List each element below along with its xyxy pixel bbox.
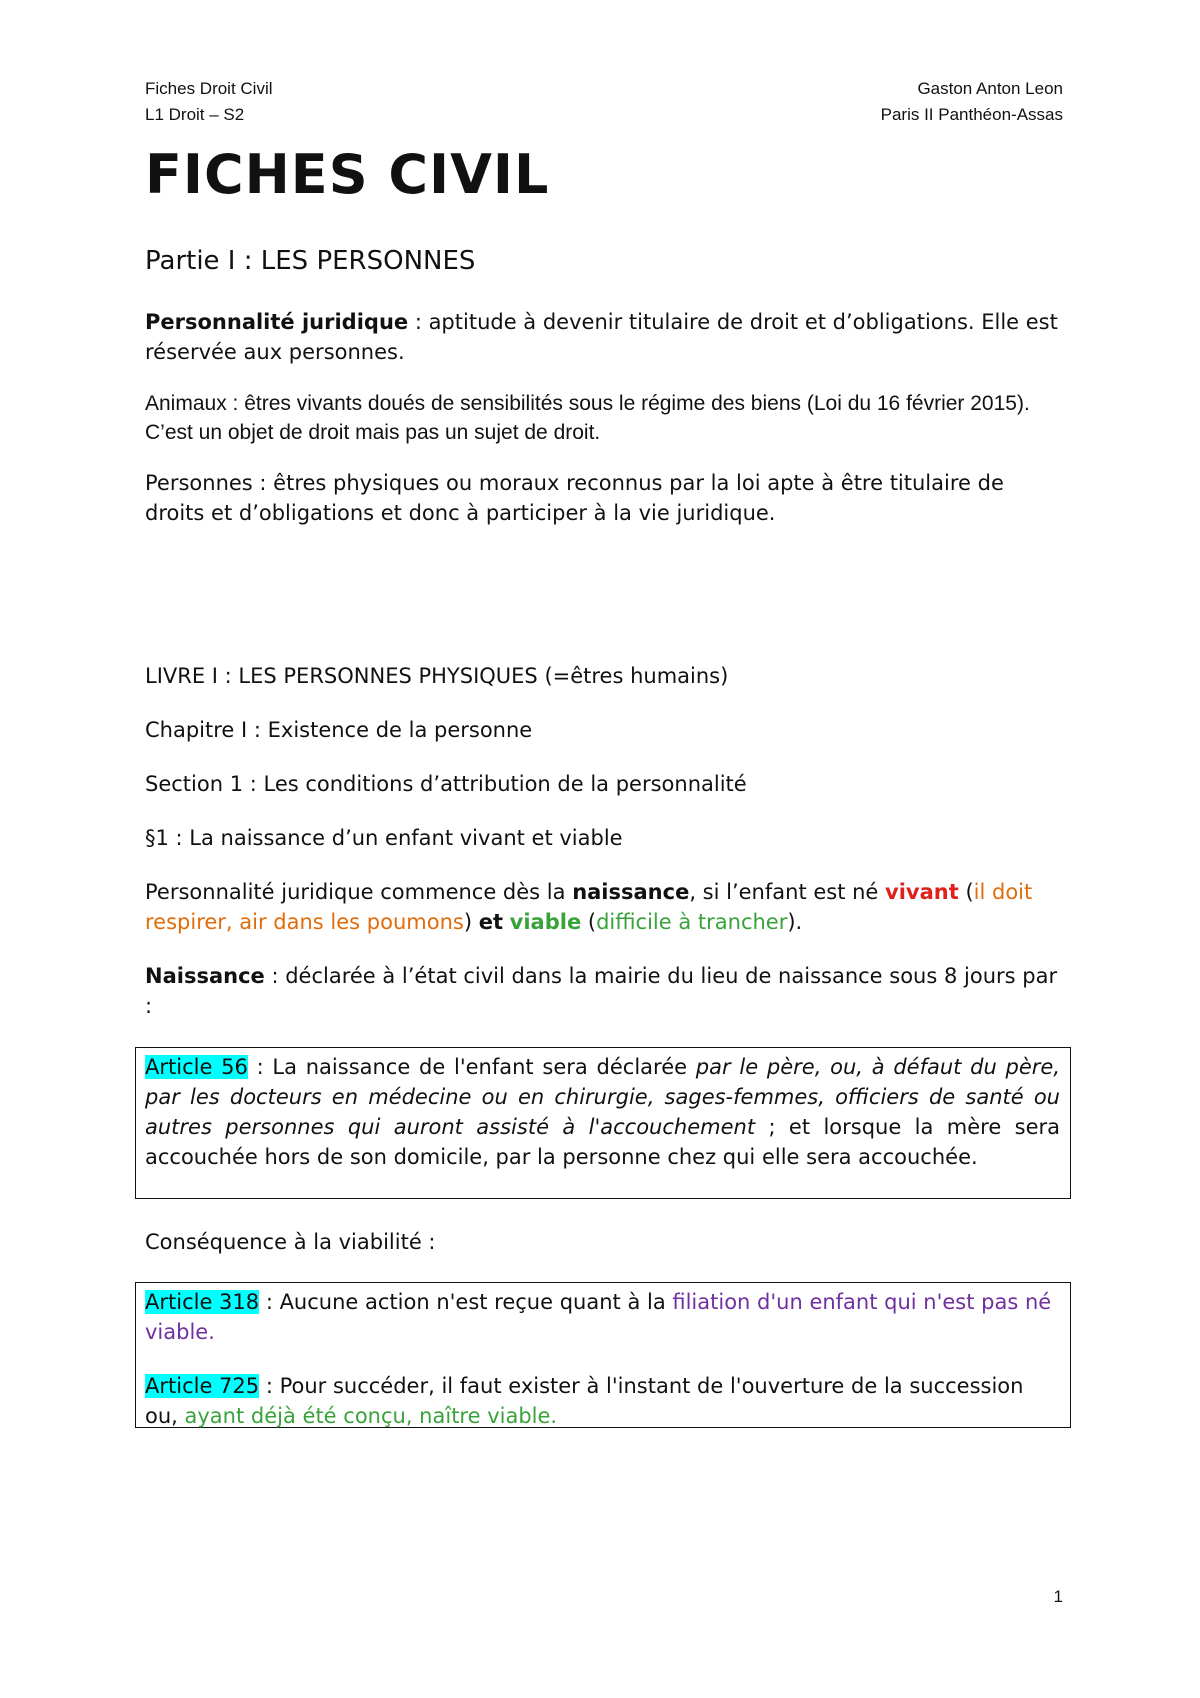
article-725-text: [145, 1371, 1060, 1431]
personnalite-term: Personnalité juridique: [145, 310, 409, 334]
commence-text-5: [503, 910, 510, 934]
naissance-decl-term: Naissance: [145, 964, 265, 988]
vivant-term: vivant: [885, 880, 959, 904]
consequence-paragraph: Conséquence à la viabilité :: [145, 1230, 436, 1254]
document-title: FICHES CIVIL: [145, 143, 550, 206]
header-university: Paris II Panthéon-Assas: [880, 105, 1063, 124]
page-header-left: [145, 76, 273, 128]
article-725-label: Article 725: [145, 1374, 260, 1398]
article-56-label: Article 56: [145, 1055, 248, 1079]
commence-text-7: ).: [787, 910, 803, 934]
livre-heading: LIVRE I : LES PERSONNES PHYSIQUES (=êtres humains): [145, 664, 729, 688]
article-56-text-1: : La naissance de l'enfant sera déclarée: [247, 1055, 696, 1079]
commence-text-6: (: [581, 910, 597, 934]
article-318-highlight: filiation d'un enfant qui n'est pas né viable.: [145, 1290, 1052, 1344]
article-56-box: [135, 1047, 1071, 1199]
viable-note: difficile à trancher: [596, 910, 788, 934]
commence-paragraph: [145, 877, 1065, 937]
article-318-label: Article 318: [145, 1290, 260, 1314]
vivant-note: il doit respirer, air dans les poumons: [145, 880, 1033, 934]
articles-318-725-box: [135, 1282, 1071, 1428]
article-725-text-1: : Pour succéder, il faut exister à l'instant de l'ouverture de la succession ou,: [145, 1374, 1024, 1428]
personnes-paragraph: Personnes : êtres physiques ou moraux reconnus par la loi apte à être titulaire de droits et d’obligations et donc à participer à la vie juridique.: [145, 471, 1004, 525]
article-56-text: [145, 1052, 1060, 1172]
article-318-text: [145, 1287, 1060, 1347]
personnalite-paragraph: [145, 307, 1065, 367]
part-heading: Partie I : LES PERSONNES: [145, 246, 476, 276]
article-318-text-1: : Aucune action n'est reçue quant à la: [259, 1290, 673, 1314]
animaux-paragraph: Animaux : êtres vivants doués de sensibilités sous le régime des biens (Loi du 16 février 2015). C’est un objet de droit mais pas un sujet de droit.: [145, 392, 1030, 444]
header-author: Gaston Anton Leon: [917, 79, 1063, 98]
section-heading: Section 1 : Les conditions d’attribution de la personnalité: [145, 772, 747, 796]
article-56-italic: par le père, ou, à défaut du père, par les docteurs en médecine ou en chirurgie, sages-femmes, officiers de santé ou autres personnes qui auront assisté à l'accouchement: [145, 1055, 1060, 1139]
page-number: 1: [1053, 1587, 1063, 1606]
commence-text-2: , si l’enfant est né: [689, 880, 886, 904]
commence-text-3: (: [958, 880, 974, 904]
commence-text-1: Personnalité juridique commence dès la: [145, 880, 573, 904]
header-course: Fiches Droit Civil: [145, 79, 273, 98]
chapitre-heading: Chapitre I : Existence de la personne: [145, 718, 533, 742]
article-56-text-2: ; et lorsque la mère sera accouchée hors de son domicile, par la personne chez qui elle sera accouchée.: [145, 1115, 1060, 1169]
page-header-right: [881, 76, 1063, 128]
naissance-paragraph: [145, 961, 1065, 1021]
header-level: L1 Droit – S2: [145, 105, 245, 124]
et-term: et: [478, 910, 503, 934]
naissance-term: naissance: [572, 880, 690, 904]
article-725-highlight: ayant déjà été conçu, naître viable.: [184, 1404, 558, 1428]
paragraph-heading: §1 : La naissance d’un enfant vivant et viable: [145, 826, 623, 850]
naissance-decl-text: : déclarée à l’état civil dans la mairie du lieu de naissance sous 8 jours par :: [145, 964, 1058, 1018]
viable-term: viable: [509, 910, 582, 934]
personnalite-text: : aptitude à devenir titulaire de droit et d’obligations. Elle est réservée aux personnes.: [145, 310, 1058, 364]
commence-text-4: ): [463, 910, 479, 934]
